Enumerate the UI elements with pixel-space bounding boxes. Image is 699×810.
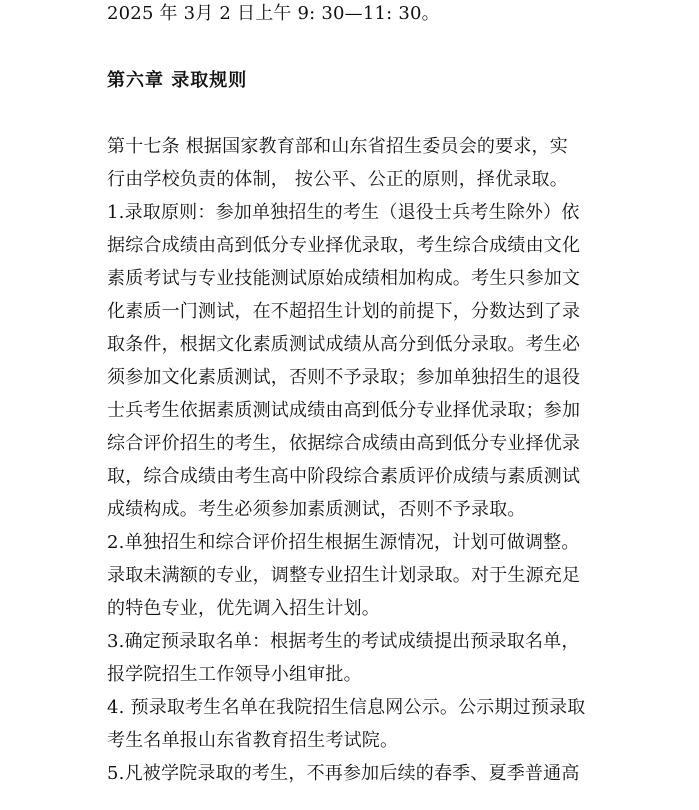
- item-4-line-2: 考生名单报山东省教育招生考试院。: [107, 730, 399, 751]
- article-17-line-2: 行由学校负责的体制， 按公平、公正的原则，择优录取。: [107, 169, 568, 190]
- item-1-line-4: 化素质一门测试，在不超招生计划的前提下，分数达到了录: [107, 301, 581, 322]
- item-3-line-1: 3.确定预录取名单：根据考生的考试成绩提出预录取名单，: [107, 631, 580, 652]
- item-1-line-3: 素质考试与专业技能测试原始成绩相加构成。考生只参加文: [107, 268, 581, 289]
- item-1-line-8: 综合评价招生的考生，依据综合成绩由高到低分专业择优录: [107, 433, 581, 454]
- item-5-line-1: 5.凡被学院录取的考生，不再参加后续的春季、夏季普通高: [107, 763, 580, 784]
- chapter-title: 第六章 录取规则: [107, 70, 248, 91]
- item-2-line-1: 2.单独招生和综合评价招生根据生源情况，计划可做调整。: [107, 532, 580, 553]
- item-2-line-3: 的特色专业，优先调入招生计划。: [107, 598, 380, 619]
- article-17-line-1: 第十七条 根据国家教育部和山东省招生委员会的要求，实: [107, 136, 568, 157]
- item-1-line-7: 士兵考生依据素质测试成绩由高到低分专业择优录取；参加: [107, 400, 581, 421]
- exam-time-line: 2025 年 3月 2 日上午 9: 30—11: 30。: [107, 3, 440, 24]
- item-1-line-9: 取，综合成绩由考生高中阶段综合素质评价成绩与素质测试: [107, 466, 581, 487]
- item-4-line-1: 4. 预录取考生名单在我院招生信息网公示。公示期过预录取: [107, 697, 586, 718]
- item-1-line-2: 据综合成绩由高到低分专业择优录取，考生综合成绩由文化: [107, 235, 581, 256]
- item-1-line-1: 1.录取原则：参加单独招生的考生（退役士兵考生除外）依: [107, 202, 580, 223]
- item-2-line-2: 录取未满额的专业，调整专业招生计划录取。对于生源充足: [107, 565, 581, 586]
- item-1-line-6: 须参加文化素质测试，否则不予录取；参加单独招生的退役: [107, 367, 581, 388]
- item-1-line-5: 取条件，根据文化素质测试成绩从高分到低分录取。考生必: [107, 334, 581, 355]
- item-3-line-2: 报学院招生工作领导小组审批。: [107, 664, 362, 685]
- item-1-line-10: 成绩构成。考生必须参加素质测试，否则不予录取。: [107, 499, 526, 520]
